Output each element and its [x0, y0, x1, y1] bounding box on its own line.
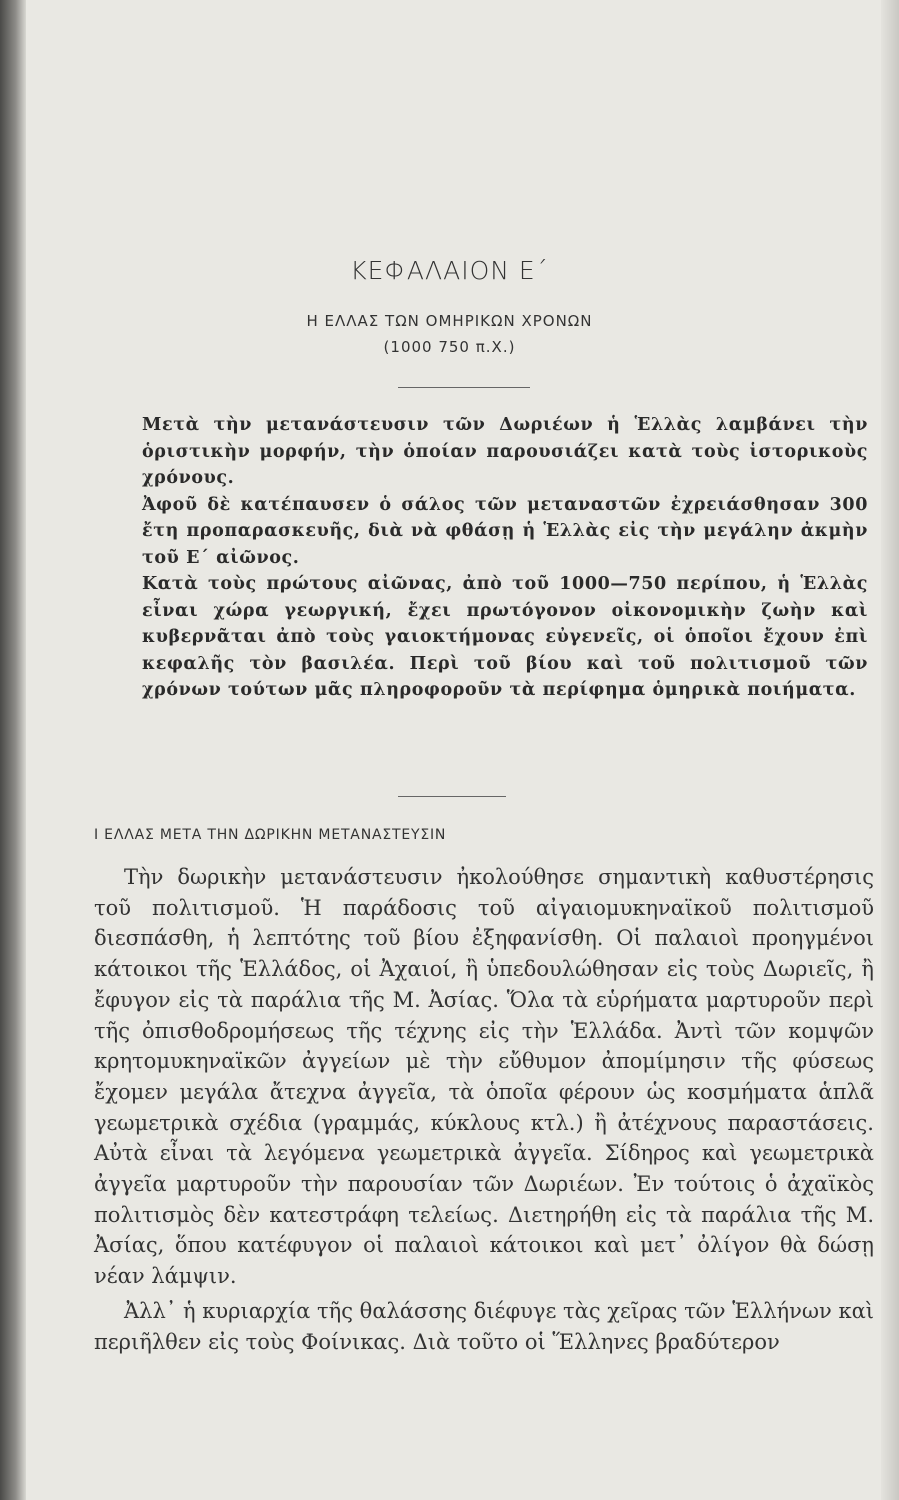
divider-top — [398, 387, 530, 388]
section-body — [94, 862, 874, 1357]
page-shadow-left — [0, 0, 26, 1500]
chapter-title: ΚΕΦΑΛΑΙΟΝ Ε΄ — [350, 256, 549, 285]
divider-middle — [398, 796, 506, 797]
chapter-summary — [142, 412, 868, 704]
body-paragraph: Τὴν δωρικὴν μετανάστευσιν ἠκολούθησε σημαντικὴ καθυστέρησις τοῦ πολιτισμοῦ. Ἡ παράδοσις τοῦ αἰγαιομυκηναϊκοῦ πολιτισμοῦ διεσπάσθη, ἡ λεπτότης τοῦ βίου ἐξηφανίσθη. Οἱ παλαιοὶ προηγμένοι κάτοικοι τῆς Ἑλλάδος, οἱ Ἀχαιοί, ἢ ὑπεδουλώθησαν εἰς τοὺς Δωριεῖς, ἢ ἔφυγον εἰς τὰ παράλια τῆς Μ. Ἀσίας. Ὅλα τὰ εὑρήματα μαρτυροῦν περὶ τῆς ὀπισθοδρομήσεως τῆς τέχνης εἰς τὴν Ἑλλάδα. Ἀντὶ τῶν κομψῶν κρητομυκηναϊκῶν ἀγγείων μὲ τὴν εὔθυμον ἀπομίμησιν τῆς φύσεως ἔχομεν μεγάλα ἄτεχνα ἀγγεῖα, τὰ ὁποῖα φέρουν ὡς κοσμήματα ἁπλᾶ γεωμετρικὰ σχέδια (γραμμάς, κύκλους κτλ.) ἢ ἀτέχνους παραστάσεις. Αὐτὰ εἶναι τὰ λεγόμενα γεωμετρικὰ ἀγγεῖα. Σίδηρος καὶ γεωμετρικὰ ἀγγεῖα μαρτυροῦν τὴν παρουσίαν τῶν Δωριέων. Ἐν τούτοις ὁ ἀχαϊκὸς πολιτισμὸς δὲν κατεστράφη τελείως. Διετηρήθη εἰς τὰ παράλια τῆς Μ. Ἀσίας, ὅπου κατέφυγον οἱ παλαιοὶ κάτοικοι καὶ μετ᾽ ὀλίγον θὰ δώσῃ νέαν λάμψιν. — [94, 865, 874, 1289]
summary-paragraph: Κατὰ τοὺς πρώτους αἰῶνας, ἀπὸ τοῦ 1000—750 περίπου, ἡ Ἑλλὰς εἶναι χώρα γεωργική, ἔχει πρωτόγονον οἰκονομικὴν ζωὴν καὶ κυβερνᾶται ἀπὸ τοὺς γαιοκτήμονας εὐγενεῖς, οἱ ὁποῖοι ἔχουν ἐπὶ κεφαλῆς τὸν βασιλέα. Περὶ τοῦ βίου καὶ τοῦ πολιτισμοῦ τῶν χρόνων τούτων μᾶς πληροφοροῦν τὰ περίφημα ὁμηρικὰ ποιήματα. — [142, 574, 868, 700]
section-heading: Ι ΕΛΛΑΣ ΜΕΤΑ ΤΗΝ ΔΩΡΙΚΗΝ ΜΕΤΑΝΑΣΤΕΥΣΙΝ — [94, 827, 447, 843]
body-paragraph: Ἀλλ᾽ ἡ κυριαρχία τῆς θαλάσσης διέφυγε τὰς χεῖρας τῶν Ἑλλήνων καὶ περιῆλθεν εἰς τοὺς Φοίνικας. Διὰ τοῦτο οἱ Ἕλληνες βραδύτερον — [94, 1298, 874, 1354]
chapter-subtitle: Η ΕΛΛΑΣ ΤΩΝ ΟΜΗΡΙΚΩΝ ΧΡΟΝΩΝ — [306, 312, 593, 330]
chapter-dates: (1000 750 π.Χ.) — [383, 338, 516, 356]
summary-paragraph: Ἀφοῦ δὲ κατέπαυσεν ὁ σάλος τῶν μεταναστῶν ἐχρειάσθησαν 300 ἔτη προπαρασκευῆς, διὰ νὰ φθάσῃ ἡ Ἑλλὰς εἰς τὴν μεγάλην ἀκμὴν τοῦ Ε΄ αἰῶνος. — [142, 494, 868, 568]
page-edge-right — [881, 0, 899, 1500]
summary-paragraph: Μετὰ τὴν μετανάστευσιν τῶν Δωριέων ἡ Ἑλλὰς λαμβάνει τὴν ὁριστικὴν μορφήν, τὴν ὁποίαν παρουσιάζει κατὰ τοὺς ἱστορικοὺς χρόνους. — [142, 415, 868, 488]
